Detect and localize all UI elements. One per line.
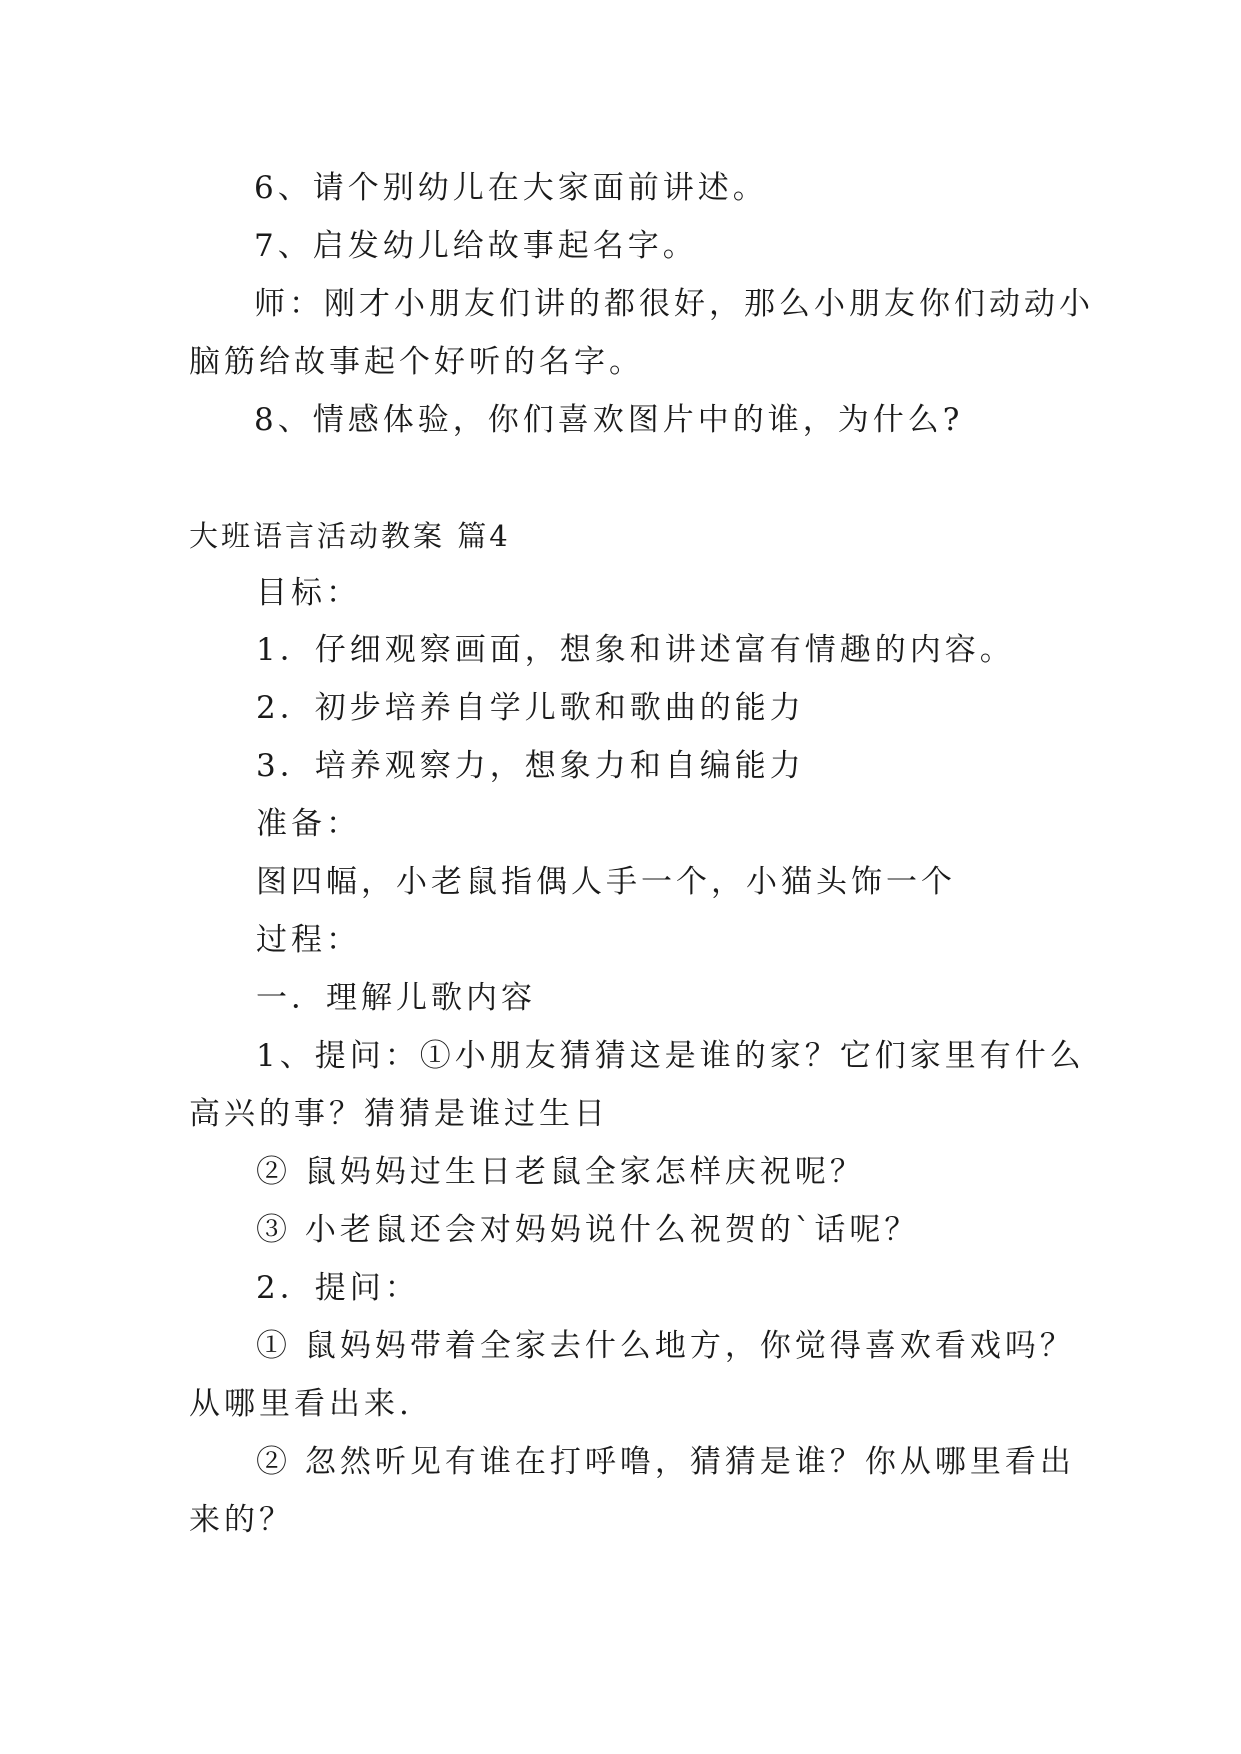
section-heading: 大班语言活动教案 篇4 (189, 519, 511, 553)
goal-1: 1．仔细观察画面，想象和讲述富有情趣的内容。 (256, 632, 1015, 668)
question-2-sub-1-line-1: ① 鼠妈妈带着全家去什么地方，你觉得喜欢看戏吗？ (256, 1328, 1075, 1364)
question-1-sub-3: ③ 小老鼠还会对妈妈说什么祝贺的`话呢？ (256, 1212, 920, 1248)
question-2-sub-2-line-1: ② 忽然听见有谁在打呼噜，猜猜是谁？你从哪里看出 (256, 1444, 1075, 1480)
preparation-label: 准备： (256, 806, 361, 842)
process-step-1-title: 一．理解儿歌内容 (256, 980, 536, 1016)
goal-2: 2．初步培养自学儿歌和歌曲的能力 (256, 690, 805, 726)
question-1-line-2: 高兴的事？猜猜是谁过生日 (189, 1096, 609, 1132)
preparation-text: 图四幅，小老鼠指偶人手一个，小猫头饰一个 (256, 864, 956, 900)
step-7-line: 7、启发幼儿给故事起名字。 (254, 228, 698, 264)
question-2-sub-1-line-2: 从哪里看出来. (189, 1386, 413, 1422)
teacher-line-1: 师：刚才小朋友们讲的都很好，那么小朋友你们动动小 (254, 286, 1094, 322)
question-2-label: 2．提问： (256, 1270, 420, 1306)
step-8-line: 8、情感体验，你们喜欢图片中的谁，为什么? (254, 402, 964, 438)
step-6-line: 6、请个别幼儿在大家面前讲述。 (254, 170, 768, 206)
process-label: 过程： (256, 922, 361, 958)
goals-label: 目标： (256, 575, 361, 611)
teacher-line-2: 脑筋给故事起个好听的名字。 (189, 344, 644, 380)
question-2-sub-2-line-2: 来的？ (189, 1502, 294, 1538)
goal-3: 3．培养观察力，想象力和自编能力 (256, 748, 805, 784)
question-1-line-1: 1、提问：①小朋友猜猜这是谁的家？它们家里有什么 (256, 1038, 1085, 1074)
question-1-sub-2: ② 鼠妈妈过生日老鼠全家怎样庆祝呢？ (256, 1154, 865, 1190)
